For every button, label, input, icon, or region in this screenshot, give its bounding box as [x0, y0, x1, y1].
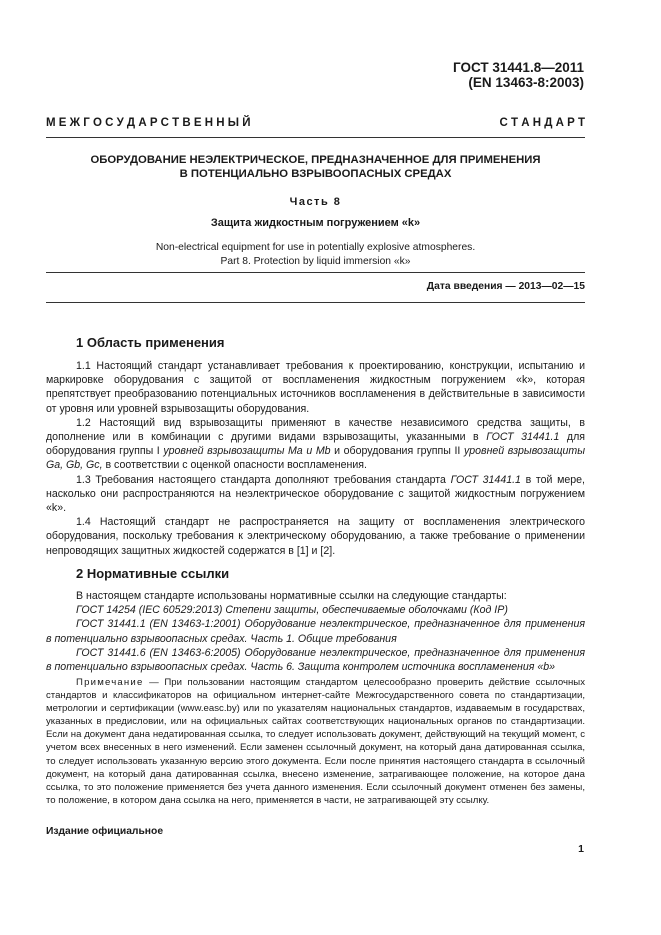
- official-edition-label: Издание официальное: [46, 826, 164, 837]
- reference-3-text: ГОСТ 31441.6 (EN 13463-6:2005) Оборудование неэлектрическое, предназначенное для применения в потенциально взрывоопасных средах. Часть 6. Защита контролем источника воспламенения «b»: [46, 646, 585, 674]
- title-line-2: В ПОТЕНЦИАЛЬНО ВЗРЫВООПАСНЫХ СРЕДАХ: [179, 168, 452, 180]
- document-title: [46, 153, 585, 181]
- note-label: Примечание: [76, 677, 144, 688]
- banner-right: С Т А Н Д А Р Т: [499, 117, 585, 129]
- p1-3-text-c: в той мере, насколько они распространяются на неэлектрическое оборудование с защитой жидкостным погружением «k».: [46, 473, 585, 515]
- standard-number-block: [453, 60, 584, 90]
- banner-left: М Е Ж Г О С У Д А Р С Т В Е Н Н Ы Й: [46, 117, 251, 129]
- p1-2-levels-1: уровней взрывозащиты Ma и Mb: [163, 445, 331, 458]
- reference-1-text: ГОСТ 14254 (IEC 60529:2013) Степени защиты, обеспечиваемые оболочками (Код IP): [76, 604, 508, 617]
- paragraph-1-4: 1.4 Настоящий стандарт не распространяется на защиту от воспламенения электрического оборудования, поскольку требования к электрическому оборудованию, а также требование о применении непроводящих защитных жидкостей содержатся в [1] и [2].: [46, 516, 585, 557]
- effective-date: Дата введения — 2013—02—15: [426, 281, 585, 292]
- title-line-1: ОБОРУДОВАНИЕ НЕЭЛЕКТРИЧЕСКОЕ, ПРЕДНАЗНАЧЕННОЕ ДЛЯ ПРИМЕНЕНИЯ: [90, 154, 541, 166]
- paragraph-1-3: [46, 473, 585, 516]
- part-label: Часть 8: [289, 196, 342, 208]
- p1-3-ref: ГОСТ 31441.1: [450, 473, 521, 486]
- english-title: [46, 241, 585, 268]
- reference-1: [46, 603, 585, 617]
- section-1-heading: 1 Область применения: [76, 335, 225, 350]
- interstate-standard-banner: [46, 117, 585, 129]
- divider-top: [46, 137, 585, 138]
- p1-2-levels-2: уровней взрывозащиты Ga, Gb, Gc,: [46, 445, 585, 472]
- section-1-body: [46, 359, 585, 558]
- en-number: (EN 13463-8:2003): [468, 75, 584, 90]
- references-intro: В настоящем стандарте использованы нормативные ссылки на следующие стандарты:: [76, 590, 507, 602]
- document-subtitle: Защита жидкостным погружением «k»: [210, 217, 421, 229]
- page-number: 1: [578, 843, 584, 855]
- paragraph-1-2: [46, 416, 585, 473]
- english-title-line-2: Part 8. Protection by liquid immersion «k»: [220, 255, 411, 267]
- reference-2-text: ГОСТ 31441.1 (EN 13463-1:2001) Оборудование неэлектрическое, предназначенное для применения в потенциально взрывоопасных средах. Часть 1. Общие требования: [46, 618, 585, 645]
- p1-3-text-a: 1.3 Требования настоящего стандарта дополняют требования стандарта: [76, 473, 451, 486]
- p1-2-text-c: для оборудования группы I: [46, 431, 585, 458]
- p1-2-text-a: 1.2 Настоящий вид взрывозащиты применяют в качестве независимого средства защиты, в дополнение или в комбинации с другими видами взрывозащиты, указанными в: [46, 416, 585, 444]
- section-2-body: [46, 589, 585, 674]
- note-block: [46, 676, 585, 807]
- standard-number: ГОСТ 31441.8—2011: [453, 60, 584, 75]
- section-2-heading: 2 Нормативные ссылки: [76, 566, 230, 581]
- reference-3: [46, 646, 585, 674]
- divider-middle: [46, 272, 585, 273]
- note-text: — При пользовании настоящим стандартом целесообразно проверить действие ссылочных стандартов и классификаторов на официальном интернет-сайте Межгосударственного совета по стандартизации, метрологии и сертификации (www.easc.by) или по указателям национальных стандартов, издаваемым в государствах, указанных в предисловии, или на официальных сайтах соответствующих национальных органов по стандартизации. Если на документ дана недатированная ссылка, то следует использовать документ, действующий на текущий момент, с учетом всех внесенных в него изменений. Если заменен ссылочный документ, на который дана датированная ссылка, то следует использовать указанную версию этого документа. Если после принятия настоящего стандарта в ссылочный документ, на который дана датированная ссылка, внесено изменение, затрагивающее положение, на которое дана ссылка, то это положение применяется без учета данного изменения. Если ссылочный документ отменен без замены, то положение, в котором дана ссылка на него, применяется в части, не затрагивающей эту ссылку.: [46, 677, 585, 806]
- paragraph-1-1: 1.1 Настоящий стандарт устанавливает требования к проектированию, конструкции, испытанию и маркировке оборудования с защитой от воспламенения жидкостным погружением «k», которая препятствует преобразованию потенциальных источников воспламенения в действительные в зависимости от уровня или уровней взрывозащиты оборудования.: [46, 360, 585, 415]
- p1-2-text-e: и оборудования группы II: [330, 445, 464, 458]
- p1-2-ref: ГОСТ 31441.1: [486, 431, 560, 444]
- english-title-line-1: Non-electrical equipment for use in potentially explosive atmospheres.: [155, 242, 476, 253]
- note: [46, 676, 585, 807]
- divider-bottom: [46, 302, 585, 303]
- reference-2: [46, 617, 585, 645]
- p1-2-text-g: в соответствии с оценкой опасности воспламенения.: [102, 459, 367, 472]
